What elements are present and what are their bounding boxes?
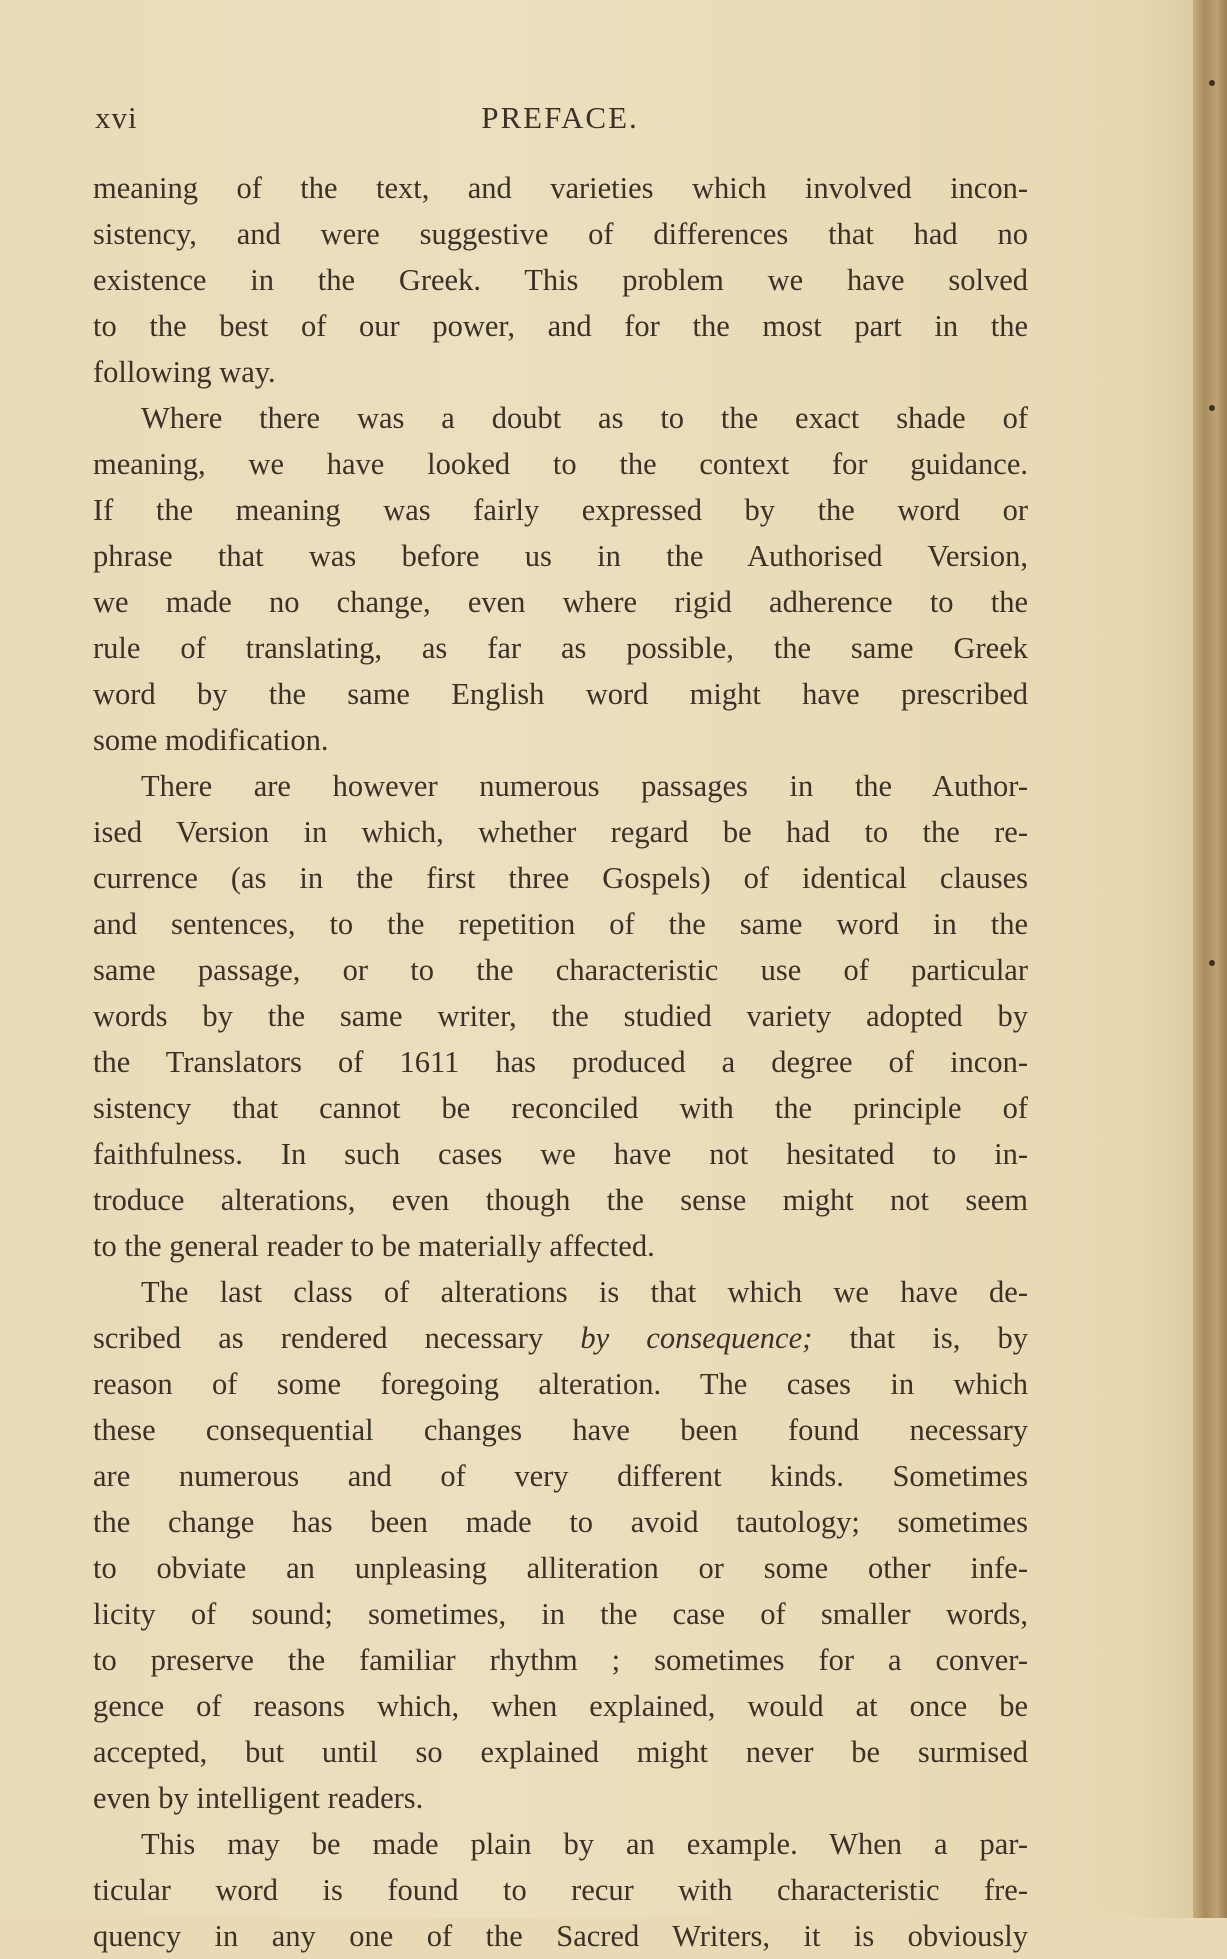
text-line: gence of reasons which, when explained, would at once be [93, 1689, 1028, 1723]
text-line: these consequential changes have been found necessary [93, 1413, 1028, 1447]
text-line: reason of some foregoing alteration. The cases in which [93, 1367, 1028, 1401]
text-line: the Translators of 1611 has produced a degree of incon- [93, 1045, 1028, 1079]
text-line: meaning of the text, and varieties which involved incon- [93, 171, 1028, 205]
body-text [93, 165, 1028, 1959]
spine-speck [1209, 405, 1215, 411]
paragraph [93, 165, 1028, 395]
text-line: There are however numerous passages in the Author- [141, 769, 1028, 803]
text-line: following way. [93, 355, 276, 389]
text-line: same passage, or to the characteristic use of particular [93, 953, 1028, 987]
text-line: ticular word is found to recur with characteristic fre- [93, 1873, 1028, 1907]
text-line: sistency, and were suggestive of differences that had no [93, 217, 1028, 251]
text-line: This may be made plain by an example. When a par- [141, 1827, 1028, 1861]
spine-speck [1209, 960, 1215, 966]
text-line: licity of sound; sometimes, in the case of smaller words, [93, 1597, 1028, 1631]
text-line: word by the same English word might have prescribed [93, 677, 1028, 711]
text-line: the change has been made to avoid tautology; sometimes [93, 1505, 1028, 1539]
text-line: to obviate an unpleasing alliteration or some other infe- [93, 1551, 1028, 1585]
text-line: we made no change, even where rigid adherence to the [93, 585, 1028, 619]
text-fragment: scribed as rendered necessary [93, 1321, 581, 1355]
text-line: rule of translating, as far as possible, the same Greek [93, 631, 1028, 665]
text-line: phrase that was before us in the Authorised Version, [93, 539, 1028, 573]
text-line: are numerous and of very different kinds. Sometimes [93, 1459, 1028, 1493]
paragraph [93, 1269, 1028, 1821]
text-line: accepted, but until so explained might never be surmised [93, 1735, 1028, 1769]
text-line: If the meaning was fairly expressed by the word or [93, 493, 1028, 527]
text-line: existence in the Greek. This problem we have solved [93, 263, 1028, 297]
spine-speck [1209, 80, 1215, 86]
text-line-mixed [93, 1315, 1028, 1361]
text-line: even by intelligent readers. [93, 1781, 424, 1815]
text-line: ised Version in which, whether regard be had to the re- [93, 815, 1028, 849]
text-line: Where there was a doubt as to the exact shade of [141, 401, 1028, 435]
text-line: and sentences, to the repetition of the same word in the [93, 907, 1028, 941]
text-line: The last class of alterations is that which we have de- [141, 1275, 1028, 1309]
paragraph [93, 1821, 1028, 1959]
page-number: xvi [95, 100, 138, 135]
text-line: sistency that cannot be reconciled with the principle of [93, 1091, 1028, 1125]
text-line: currence (as in the first three Gospels) of identical clauses [93, 861, 1028, 895]
text-line: some modification. [93, 723, 329, 757]
page-header [95, 100, 1025, 140]
running-title: PREFACE. [481, 100, 639, 135]
text-line: quency in any one of the Sacred Writers, it is obviously [93, 1919, 1028, 1953]
text-line: troduce alterations, even though the sense might not seem [93, 1183, 1028, 1217]
text-line: words by the same writer, the studied variety adopted by [93, 999, 1028, 1033]
text-line: faithfulness. In such cases we have not hesitated to in- [93, 1137, 1028, 1171]
paragraph [93, 395, 1028, 763]
text-line: to the general reader to be materially affected. [93, 1229, 655, 1263]
text-fragment: that is, by [812, 1321, 1028, 1355]
book-spine-edge [1193, 0, 1227, 1918]
italic-phrase: by consequence; [580, 1321, 813, 1355]
paragraph [93, 763, 1028, 1269]
text-line: meaning, we have looked to the context for guidance. [93, 447, 1028, 481]
text-line: to preserve the familiar rhythm ; sometimes for a conver- [93, 1643, 1028, 1677]
text-line: to the best of our power, and for the most part in the [93, 309, 1028, 343]
